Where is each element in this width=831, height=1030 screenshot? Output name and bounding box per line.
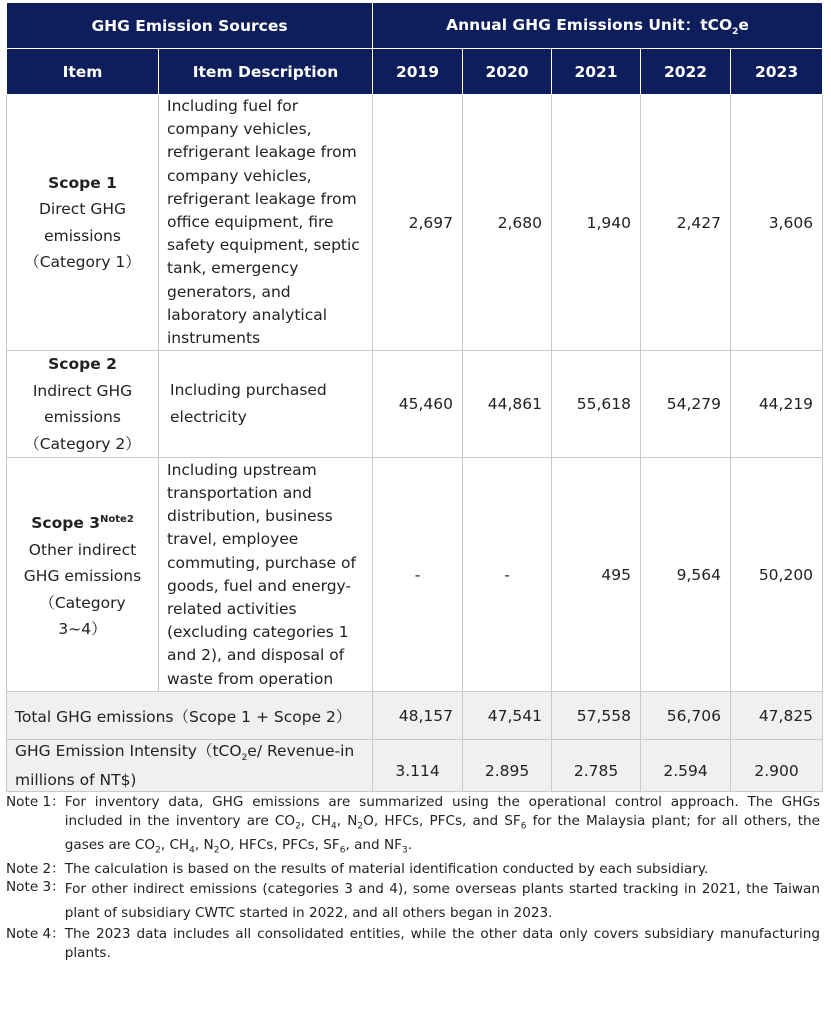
intensity-label: GHG Emission Intensity（tCO$_2$e/ Revenue-in millions of NT$): [7, 740, 373, 792]
value-cell: 55,618: [552, 351, 641, 458]
note-label: Note 4：: [6, 926, 65, 943]
scope1-item: Scope 1 Direct GHG emissions （Category 1）: [7, 95, 159, 351]
note-label: Note 1：: [6, 794, 65, 810]
value-cell: 45,460: [373, 351, 463, 458]
scope-title: Scope $3^{Note2}$: [31, 513, 134, 533]
note-text: The 2023 data includes all consolidated entities, while the other data only covers subsidiary manufacturing plants.: [64, 926, 820, 961]
value-cell: 47,541: [463, 692, 552, 740]
value-cell: 2,427: [641, 95, 731, 351]
table-row-intensity: [7, 740, 823, 792]
value-cell: 2.895: [463, 740, 552, 792]
scope-title: Scope 1: [48, 173, 117, 192]
header-emission-sources: GHG Emission Sources: [7, 3, 373, 49]
scope3-description: Including upstream transportation and distribution, business travel, employee commuting, purchase of goods, fuel and energy-related activities (excluding categories 1 and 2), and disposal of waste from operation: [159, 458, 373, 692]
note-1: [6, 793, 820, 860]
value-cell: -: [463, 458, 552, 692]
value-cell: 2.594: [641, 740, 731, 792]
value-cell: 2,680: [463, 95, 552, 351]
note-text: For inventory data, GHG emissions are summarized using the operational control approach. The GHGs included in the inventory are $CO_2$, $CH_4$, $N_2O$, HFCs, PFCs, and $SF_6$ for the Malaysia plant; for all others, the gases are $CO_2$, $CH_4$, $N_2O$, HFCs, PFCs, $SF_6$, and $NF_3$.: [64, 794, 821, 856]
value-cell: 44,219: [731, 351, 823, 458]
value-cell: 48,157: [373, 692, 463, 740]
value-cell: 2,697: [373, 95, 463, 351]
value-cell: 1,940: [552, 95, 641, 351]
header-year: 2020: [463, 49, 552, 95]
header-year: 2019: [373, 49, 463, 95]
header-item: Item: [7, 49, 159, 95]
value-cell: 2.900: [731, 740, 823, 792]
header-year: 2022: [641, 49, 731, 95]
note-3: [6, 878, 820, 925]
ghg-emissions-table: [6, 2, 823, 792]
note-label: Note 2：: [6, 860, 65, 877]
value-cell: 9,564: [641, 458, 731, 692]
note-reference: Note2: [100, 513, 134, 525]
value-cell: 47,825: [731, 692, 823, 740]
note-label: Note 3：: [6, 879, 65, 896]
value-cell: -: [373, 458, 463, 692]
note-text: The calculation is based on the results of material identification conducted by each subsidiary.: [64, 860, 709, 877]
value-cell: 57,558: [552, 692, 641, 740]
table-row-scope1: [7, 95, 823, 351]
value-cell: 50,200: [731, 458, 823, 692]
scope-title: Scope 2: [48, 355, 117, 374]
value-cell: 54,279: [641, 351, 731, 458]
value-cell: 495: [552, 458, 641, 692]
note-text: For other indirect emissions (categories 3 and 4), some overseas plants started tracking in 2021, the Taiwan plant of subsidiary CWTC started in 2022, and all others began in 2023.: [64, 881, 820, 921]
note-2: [6, 860, 820, 879]
value-cell: 3,606: [731, 95, 823, 351]
value-cell: 3.114: [373, 740, 463, 792]
note-4: [6, 925, 820, 962]
table-row-scope3: [7, 458, 823, 692]
scope3-item: Scope $3^{Note2}$ Other indirect GHG emissions （Category 3~4）: [7, 458, 159, 692]
table-row-scope2: [7, 351, 823, 458]
value-cell: 2.785: [552, 740, 641, 792]
total-label: Total GHG emissions（Scope 1 + Scope 2）: [7, 692, 373, 740]
header-annual-emissions: Annual GHG Emissions Unit：tCO$_2$e: [373, 3, 823, 49]
header-year: 2021: [552, 49, 641, 95]
header-item-description: Item Description: [159, 49, 373, 95]
header-year: 2023: [731, 49, 823, 95]
scope2-description: Including purchased electricity: [159, 351, 373, 458]
table-notes: [6, 793, 820, 962]
table-row-total: [7, 692, 823, 740]
value-cell: 56,706: [641, 692, 731, 740]
scope1-description: Including fuel for company vehicles, refrigerant leakage from company vehicles, refrigerant leakage from office equipment, fire safety equipment, septic tank, emergency generators, and laboratory analytical instruments: [159, 95, 373, 351]
scope2-item: Scope 2 Indirect GHG emissions （Category 2）: [7, 351, 159, 458]
value-cell: 44,861: [463, 351, 552, 458]
